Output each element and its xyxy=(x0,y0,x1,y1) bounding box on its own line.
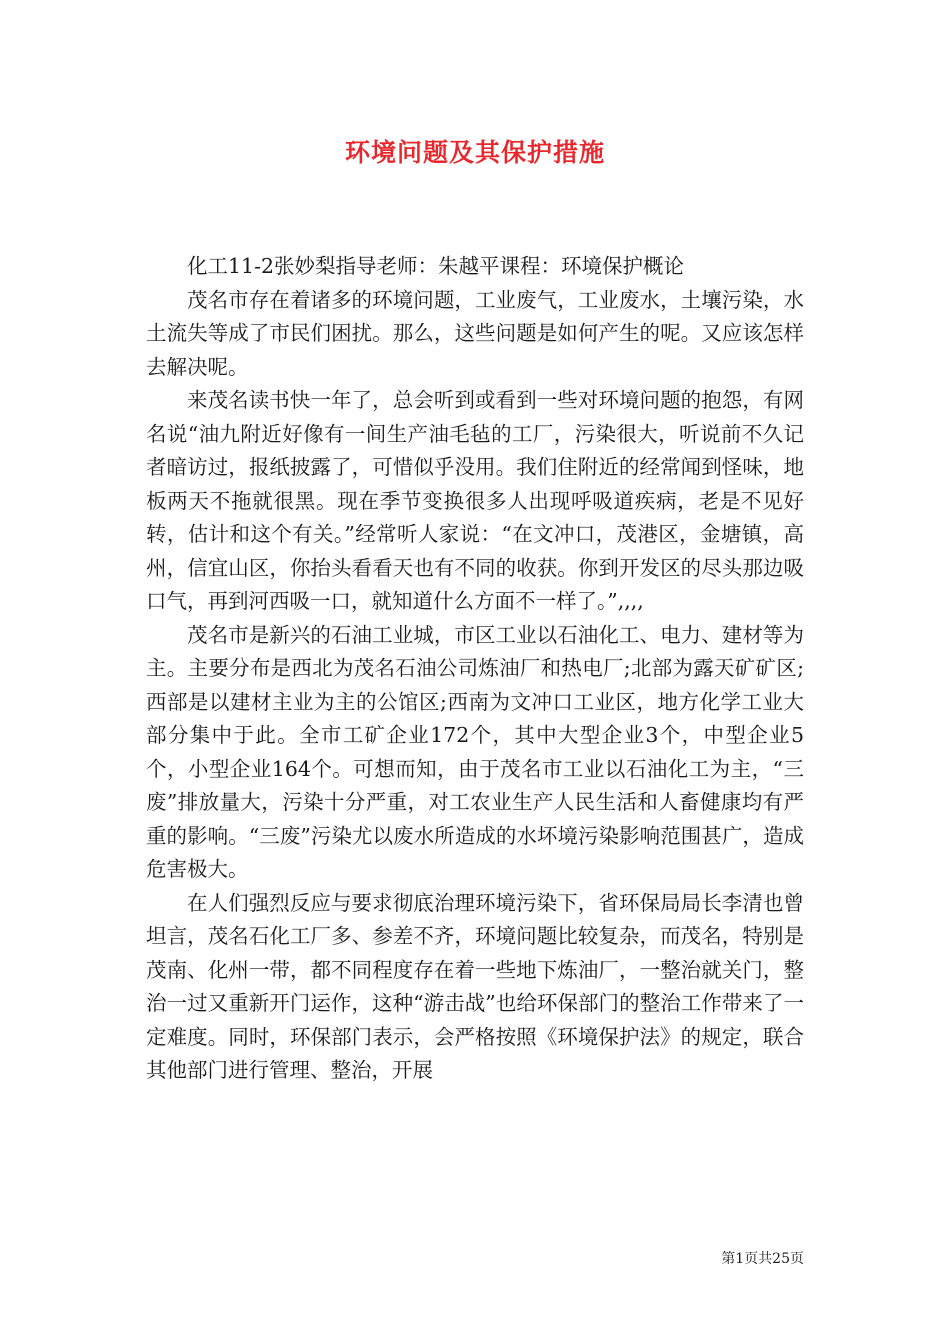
paragraph: 茂名市是新兴的石油工业城，市区工业以石油化工、电力、建材等为主。主要分布是西北为茂名石油公司炼油厂和热电厂;北部为露天矿矿区;西部是以建材主业为主的公馆区;西南为文冲口工业区，地方化学工业大部分集中于此。全市工矿企业172个，其中大型企业3个，中型企业5个，小型企业164个。可想而知，由于茂名市工业以石油化工为主，“三废”排放量大，污染十分严重，对工农业生产人民生活和人畜健康均有严重的影响。“三废”污染尤以废水所造成的水坏境污染影响范围甚广，造成危害极大。 xyxy=(146,622,804,881)
paragraph-author-line: 化工11-2张妙梨指导老师：朱越平课程：环境保护概论 xyxy=(187,254,685,278)
paragraph: 在人们强烈反应与要求彻底治理环境污染下，省环保局局长李清也曾坦言，茂名石化工厂多、参差不齐，环境问题比较复杂，而茂名，特别是茂南、化州一带，都不同程度存在着一些地下炼油厂，一整治就关门，整治一过又重新开门运作，这种“游击战”也给环保部门的整治工作带来了一定难度。同时，环保部门表示，会严格按照《环境保护法》的规定，联合其他部门进行管理、整治，开展 xyxy=(146,890,804,1082)
document-title: 环境问题及其保护措施 xyxy=(344,138,605,167)
page-number-footer: 第1页共25页 xyxy=(721,1251,804,1267)
paragraph: 来茂名读书快一年了，总会听到或看到一些对环境问题的抱怨，有网名说“油九附近好像有一间生产油毛毡的工厂，污染很大，听说前不久记者暗访过，报纸披露了，可惜似乎没用。我们住附近的经常闻到怪味，地板两天不拖就很黑。现在季节变换很多人出现呼吸道疾病，老是不见好转，估计和这个有关。”经常听人家说：“在文冲口，茂港区，金塘镇，高州，信宜山区，你抬头看看天也有不同的收获。你到开发区的尽头那边吸口气，再到河西吸一口，就知道什么方面不一样了。”,,,, xyxy=(146,388,804,613)
document-body xyxy=(146,250,804,1088)
paragraph: 茂名市存在着诸多的环境问题，工业废气，工业废水，土壤污染，水土流失等成了市民们困扰。那么，这些问题是如何产生的呢。又应该怎样去解决呢。 xyxy=(146,287,804,379)
